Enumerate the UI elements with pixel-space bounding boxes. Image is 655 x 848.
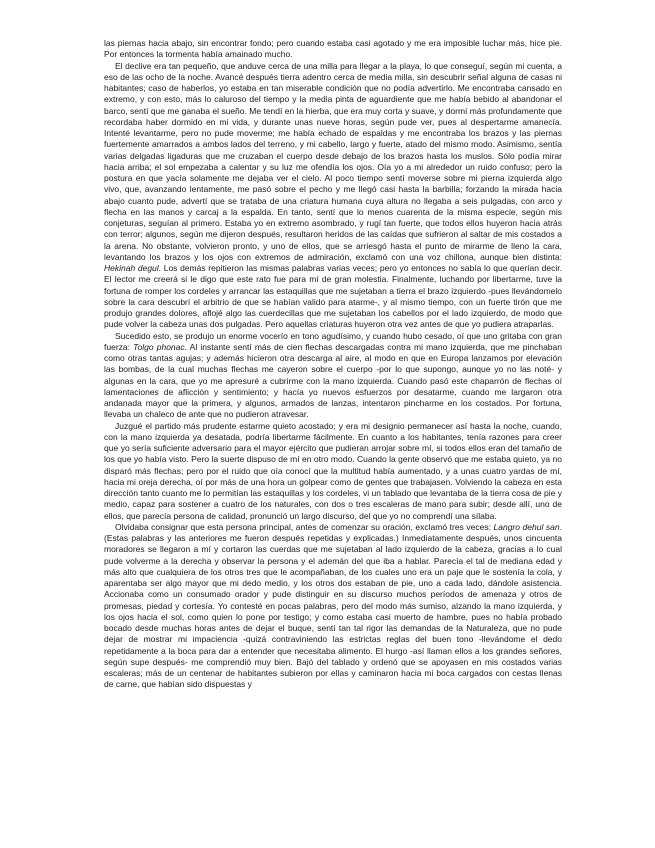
page-body — [104, 38, 562, 691]
paragraph — [104, 61, 562, 331]
paragraph-text: Olvidaba consignar que esta persona principal, antes de comenzar su oración, exclamó tres veces: — [115, 521, 494, 532]
lilliputian-phrase: Hekinah degul — [104, 263, 159, 273]
paragraph-text: Juzgué el partido más prudente estarme quieto acostado; y era mi designio permanecer así hasta la noche, cuando, con la mano izquierda ya desatada, podría libertarme fácilmente. En cuanto a los habitantes, tenía razones para creer que yo sería suficiente adversario para el mayor ejército que pudieran arrojar sobre mí, si todos ellos eran del tamaño de los que yo había visto. Pero la suerte dispuso de mí en otro modo. Cuando la gente observó que me estaba quieto, ya no disparó más flechas; pero por el ruido que oía conocí que la multitud había aumentado, y a unas cuatro yardas de mí, hacia mi oreja derecha, oí por más de una hora un golpear como de gentes que trabajasen. Volviendo la cabeza en esta dirección tanto cuanto me lo permitían las estaquillas y los cordeles, vi un tablado que levantaba de la tierra cosa de pie y medio, capaz para sostener a cuatro de los naturales, con dos o tres escaleras de mano para subir; desde allí, uno de ellos, que parecía persona de calidad, pronunció un largo discurso, del que yo no comprendí una sílaba. — [104, 420, 562, 521]
lilliputian-phrase: Tolgo phonac — [133, 341, 185, 352]
lilliputian-phrase: Langro dehul san — [493, 521, 560, 532]
paragraph-text: las piernas hacia abajo, sin encontrar fondo; pero cuando estaba casi agotado y me era imposible luchar más, hice pie. Por entonces la tormenta había amainado mucho. — [104, 38, 562, 60]
paragraph — [104, 38, 562, 61]
paragraph — [104, 331, 562, 421]
paragraph — [104, 421, 562, 522]
paragraph — [104, 522, 562, 691]
paragraph-text: . (Estas palabras y las anteriores me fueron después repetidas y explicadas.) Inmediatamente después, unos cincuenta moradores se llegaron a mí y cortaron las cuerdas que me sujetaban al lado izquierdo de la cabeza, gracias a lo cual pude volverme a la derecha y observar la persona y el ademán del que iba a hablar. Parecía el tal de mediana edad y más alto que cualquiera de los otros tres que le acompañaban, de los cuales uno era un paje que le sostenía la cola, y aparentaba ser algo mayor que mi dedo medio, y los otros dos estaban de pie, uno a cada lado, dándole asistencia. Accionaba como un consumado orador y pude distinguir en su discurso muchos períodos de amenaza y otros de promesas, piedad y cortesía. Yo contesté en pocas palabras, pero del modo más sumiso, alzando la mano izquierda, y los ojos hacia el sol, como quien lo pone por testigo; y como estaba casi muerto de hambre, pues no había probado bocado desde muchas horas antes de dejar el buque, sentí tan tal rigor las demandas de la Naturaleza, que no pude dejar de mostrar mi impaciencia -quizá contraviniendo las estrictas reglas del buen tono -llevándome el dedo repetidamente a la boca para dar a entender que necesitaba alimento. El hurgo -así llaman ellos a los grandes señores, según supe después- me comprendió muy bien. Bajó del tablado y ordenó que se apoyasen en mis costados varias escaleras; más de un centenar de habitantes subieron por ellas y caminaron hacia mi boca cargados con cestas llenas de carne, que habían sido dispuestas y — [104, 521, 562, 690]
paragraph-text: . Los demás repitieron las mismas palabras varias veces; pero yo entonces no sabía lo que querían decir. El lector me creerá si le digo que este rato fue para mí de gran molestia. Finalmente, luchando por libertarme, tuve la fortuna de romper los cordeles y arrancar las estaquillas que me sujetaban a tierra el brazo izquierdo -pues llevándomelo sobre la cara descubrí el arbitrio de que se habían valido para atarme-, y al mismo tiempo, con un fuerte tirón que me produjo grandes dolores, aflojé algo las cuerdecillas que me sujetaban los cabellos por el lado izquierdo, de modo que pude volver la cabeza unas dos pulgadas. Pero aquellas criaturas huyeron otra vez antes de que yo pudiera atraparlas. — [104, 263, 562, 330]
paragraph-text: El declive era tan pequeño, que anduve cerca de una milla para llegar a la playa, lo que conseguí, según mi cuenta, a eso de las ocho de la noche. Avancé después tierra adentro cerca de media milla, sin descubrir señal alguna de casas ni habitantes; caso de haberlos, yo estaba en tan miserable condición que no podía advertirlo. Me encontraba cansado en extremo, y con esto, más lo caluroso del tiempo y la media pinta de aguardiente que me había bebido al abandonar el barco, sentí que me ganaba el sueño. Me tendí en la hierba, que era muy corta y suave, y dormí más profundamente que recordaba haber dormido en mi vida, y durante unas nueve horas, según pude ver, pues al despertarme amanecía. Intenté levantarme, pero no pude moverme; me había echado de espaldas y me encontraba los brazos y las piernas fuertemente amarrados a ambos lados del terreno, y mi cabello, largo y fuerte, atado del mismo modo. Asimismo, sentía varias delgadas ligaduras que me cruzaban el cuerpo desde debajo de los brazos hasta los muslos. Sólo podía mirar hacia arriba; el sol empezaba a calentar y su luz me ofendía los ojos. Oía yo a mi alrededor un ruido confuso; pero la postura en que yacía solamente me dejaba ver el cielo. Al poco tiempo sentí moverse sobre mi pierna izquierda algo vivo, que, avanzando lentamente, me pasó sobre el pecho y me llegó casi hasta la barbilla; forzando la mirada hacia abajo cuanto pude, advertí que se trataba de una criatura humana cuya altura no llegaba a seis pulgadas, con arco y flecha en las manos y carcaj a la espalda. En tanto, sentí que lo menos cuarenta de la misma especie, según mis conjeturas, seguían al primero. Estaba yo en extremo asombrado, y rugí tan fuerte, que todos ellos huyeron hacia atrás con terror; algunos, según me dijeron después, resultaron heridos de las caídas que sufrieron al saltar de mis costados a la arena. No obstante, volvieron pronto, y uno de ellos, que se arriesgó hasta el punto de mirarme de lleno la cara, levantando los brazos y los ojos con extremos de admiración, exclamó con una voz chillona, aunque bien distinta: — [104, 60, 562, 262]
paragraph-text: . Al instante sentí más de cien flechas descargadas contra mi mano izquierda, que me pinchaban como otras tantas agujas; y además hicieron otra descarga al aire, al modo en que en Europa lanzamos por elevación las bombas, de la cual muchas flechas me cayeron sobre el cuerpo -por lo que supongo, aunque yo no las noté- y algunas en la cara, que yo me apresuré a cubrirme con la mano izquierda. Cuando pasó este chaparrón de flechas oí lamentaciones de aflicción y sentimiento; y hacía yo nuevos esfuerzos por desatarme, cuando me largaron otra andanada mayor que la primera, y algunos, armados de lanzas, intentaron pincharme en los costados. Por fortuna, llevaba un chaleco de ante que no pudieron atravesar. — [104, 341, 562, 420]
paragraph-text: Sucedido esto, se produjo un enorme vocerío en tono agudísimo, y cuando hubo cesado, oí que uno gritaba con gran fuerza: — [104, 330, 562, 352]
